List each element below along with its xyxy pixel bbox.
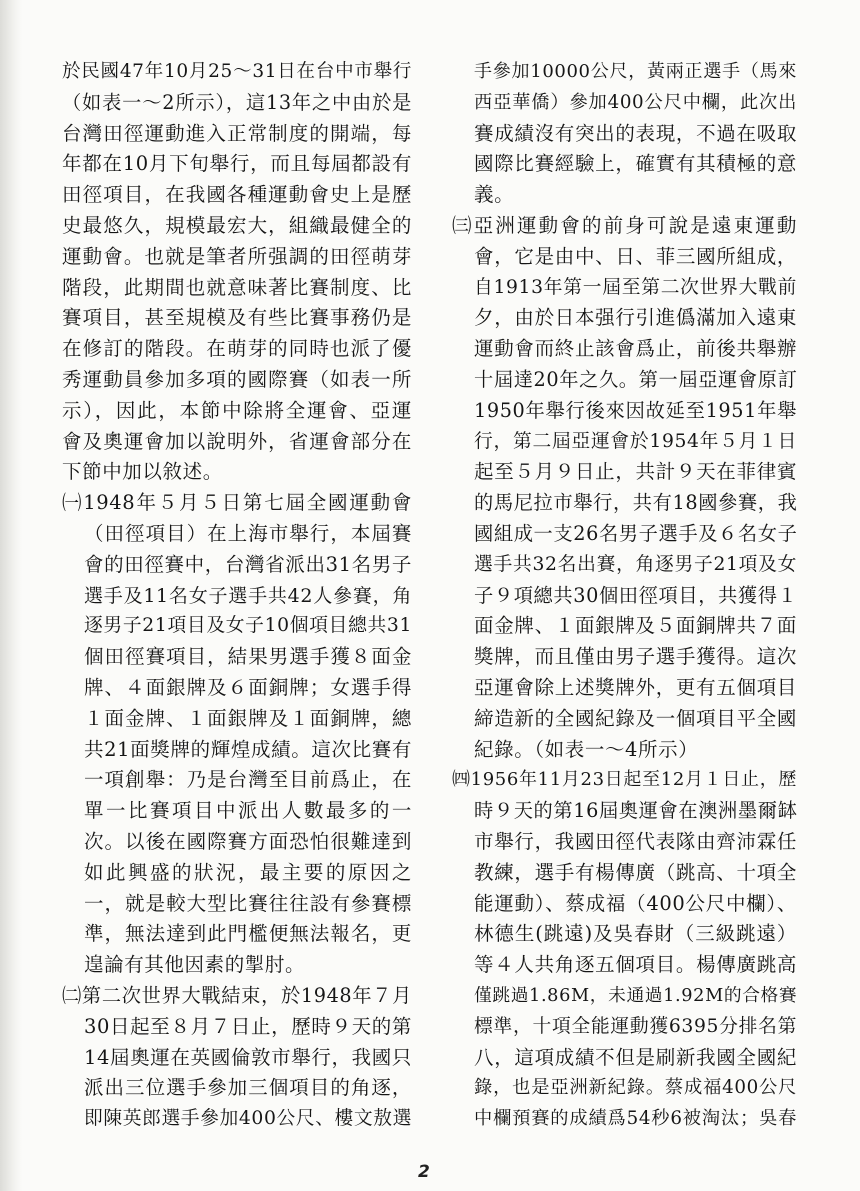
text-line: 賽項目，甚至規模及有些比賽事務仍是: [62, 306, 412, 330]
text-line: 遑論有其他因素的掣肘。: [84, 953, 306, 977]
text-line: 教練，選手有楊傳廣（跳高、十項全: [474, 860, 797, 884]
text-line: ㈣1956年11月23日起至12月１日止，歷: [452, 769, 797, 791]
text-line: 1950年舉行後來因故延至1951年舉: [474, 398, 797, 422]
text-line: 八，這項成績不但是刷新我國全國紀: [474, 1045, 797, 1069]
text-line: 秀運動員參加多項的國際賽（如表一所: [62, 368, 412, 391]
text-line: 台灣田徑運動進入正常制度的開端，每: [62, 121, 412, 145]
text-line: 子９項總共30個田徑項目，共獲得１: [474, 583, 798, 607]
text-line: 會的田徑賽中，台灣省派出31名男子: [84, 552, 412, 576]
text-line: 起至５月９日止，共計９天在菲律賓: [474, 460, 797, 484]
text-line: 紀錄。（如表一～4所示）: [474, 737, 699, 761]
text-line: 史最悠久，規模最宏大，組織最健全的: [62, 214, 412, 237]
text-line: 如此興盛的狀況，最主要的原因之: [84, 860, 412, 884]
text-line: 共21面獎牌的輝煌成績。這次比賽有: [84, 737, 412, 761]
text-line: 十屆達20年之久。第一屆亞運會原訂: [474, 368, 798, 391]
text-line: 締造新的全國紀錄及一個項目平全國: [474, 706, 797, 730]
text-line: 亞運會除上述獎牌外，更有五個項目: [474, 676, 797, 699]
text-line: 的馬尼拉市舉行，共有18國參賽，我: [474, 491, 798, 515]
text-line: 30日起至８月７日止，歷時９天的第: [84, 1014, 412, 1038]
text-line: 選手共32名出賽，角逐男子21項及女: [474, 553, 797, 575]
text-line: 市舉行，我國田徑代表隊由齊沛霖任: [474, 830, 797, 853]
text-line: 手參加10000公尺，黃兩正選手（馬來: [474, 61, 797, 82]
text-line: 一，就是較大型比賽往往設有參賽標: [84, 891, 412, 915]
text-line: （如表一～2所示），這13年之中由於是: [62, 90, 412, 114]
text-line: 夕，由於日本强行引進僞滿加入遠東: [474, 306, 797, 330]
scan-edge-shadow: [0, 0, 22, 1191]
text-line: 於民國47年10月25～31日在台中市舉行: [62, 61, 412, 82]
text-line: 國組成一支26名男子選手及６名女子: [474, 522, 798, 545]
text-line: 年都在10月下旬舉行，而且每屆都設有: [62, 152, 412, 176]
text-line: 準，無法達到此門檻便無法報名，更: [84, 922, 412, 946]
text-line: 錄，也是亞洲新紀錄。蔡成福400公尺: [474, 1077, 797, 1099]
text-line: ㈡第二次世界大戰結束，於1948年７月: [62, 984, 412, 1007]
text-line: 時９天的第16屆奧運會在澳洲墨爾缽: [474, 799, 798, 823]
text-line: 派出三位選手參加三個項目的角逐，: [84, 1076, 412, 1100]
text-line: 示），因此，本節中除將全運會、亞運: [62, 398, 412, 422]
text-line: 逐男子21項目及女子10個項目總共31: [84, 615, 412, 637]
text-line: 牌、４面銀牌及６面銅牌；女選手得: [84, 676, 412, 699]
text-line: ㈠1948年５月５日第七屆全國運動會: [62, 491, 412, 515]
text-line: 即陳英郎選手參加400公尺、樓文敖選: [84, 1108, 412, 1130]
text-line: ㈢亞洲運動會的前身可說是遠東運動: [452, 214, 797, 237]
text-line: 會及奧運會加以說明外，省運會部分在: [62, 429, 412, 453]
page-number: 2: [418, 1162, 430, 1182]
text-line: 田徑項目，在我國各種運動會史上是歷: [62, 183, 412, 207]
text-line: 等４人共角逐五個項目。楊傳廣跳高: [474, 953, 797, 977]
text-line: 面金牌、１面銀牌及５面銅牌共７面: [474, 614, 797, 638]
text-line: 行，第二屆亞運會於1954年５月１日: [474, 430, 797, 452]
text-line: 中欄預賽的成績爲54秒6被淘汰；吳春: [474, 1108, 797, 1130]
text-line: 西亞華僑）參加400公尺中欄，此次出: [474, 91, 797, 113]
text-line: 自1913年第一屆至第二次世界大戰前: [474, 276, 797, 298]
text-line: 14屆奧運在英國倫敦市舉行，我國只: [84, 1045, 412, 1069]
text-line: 階段，此期間也就意味著比賽制度、比: [62, 275, 412, 299]
text-line: 國際比賽經驗上，確實有其積極的意: [474, 152, 797, 176]
text-line: 選手及11名女子選手共42人參賽，角: [84, 584, 412, 607]
text-line: 一項創舉：乃是台灣至目前爲止，在: [84, 768, 412, 792]
text-line: 獎牌，而且僅由男子選手獲得。這次: [474, 645, 797, 669]
text-line: 僅跳過1.86M，未通過1.92M的合格賽: [474, 986, 798, 1006]
text-line: 賽成績沒有突出的表現，不過在吸取: [474, 121, 797, 145]
text-line: 個田徑賽項目，結果男選手獲８面金: [84, 645, 412, 669]
text-line: 義。: [474, 183, 515, 207]
text-line: １面金牌、１面銀牌及１面銅牌，總: [84, 706, 412, 730]
text-line: 林德生(跳遠)及吳春財（三級跳遠）: [474, 922, 797, 946]
text-line: 能運動）、蔡成福（400公尺中欄）、: [474, 891, 797, 915]
text-line: 在修訂的階段。在萌芽的同時也派了優: [62, 337, 412, 361]
text-line: 次。以後在國際賽方面恐怕很難達到: [84, 830, 412, 853]
text-line: 運動會而終止該會爲止，前後共舉辦: [474, 337, 797, 361]
text-line: （田徑項目）在上海市舉行，本屆賽: [84, 522, 412, 545]
text-line: 下節中加以敘述。: [62, 460, 223, 484]
text-line: 單一比賽項目中派出人數最多的一: [84, 799, 412, 823]
text-line: 標準，十項全能運動獲6395分排名第: [474, 1015, 797, 1037]
text-line: 運動會。也就是筆者所强調的田徑萌芽: [62, 244, 412, 268]
text-line: 會，它是由中、日、菲三國所組成，: [474, 244, 797, 268]
